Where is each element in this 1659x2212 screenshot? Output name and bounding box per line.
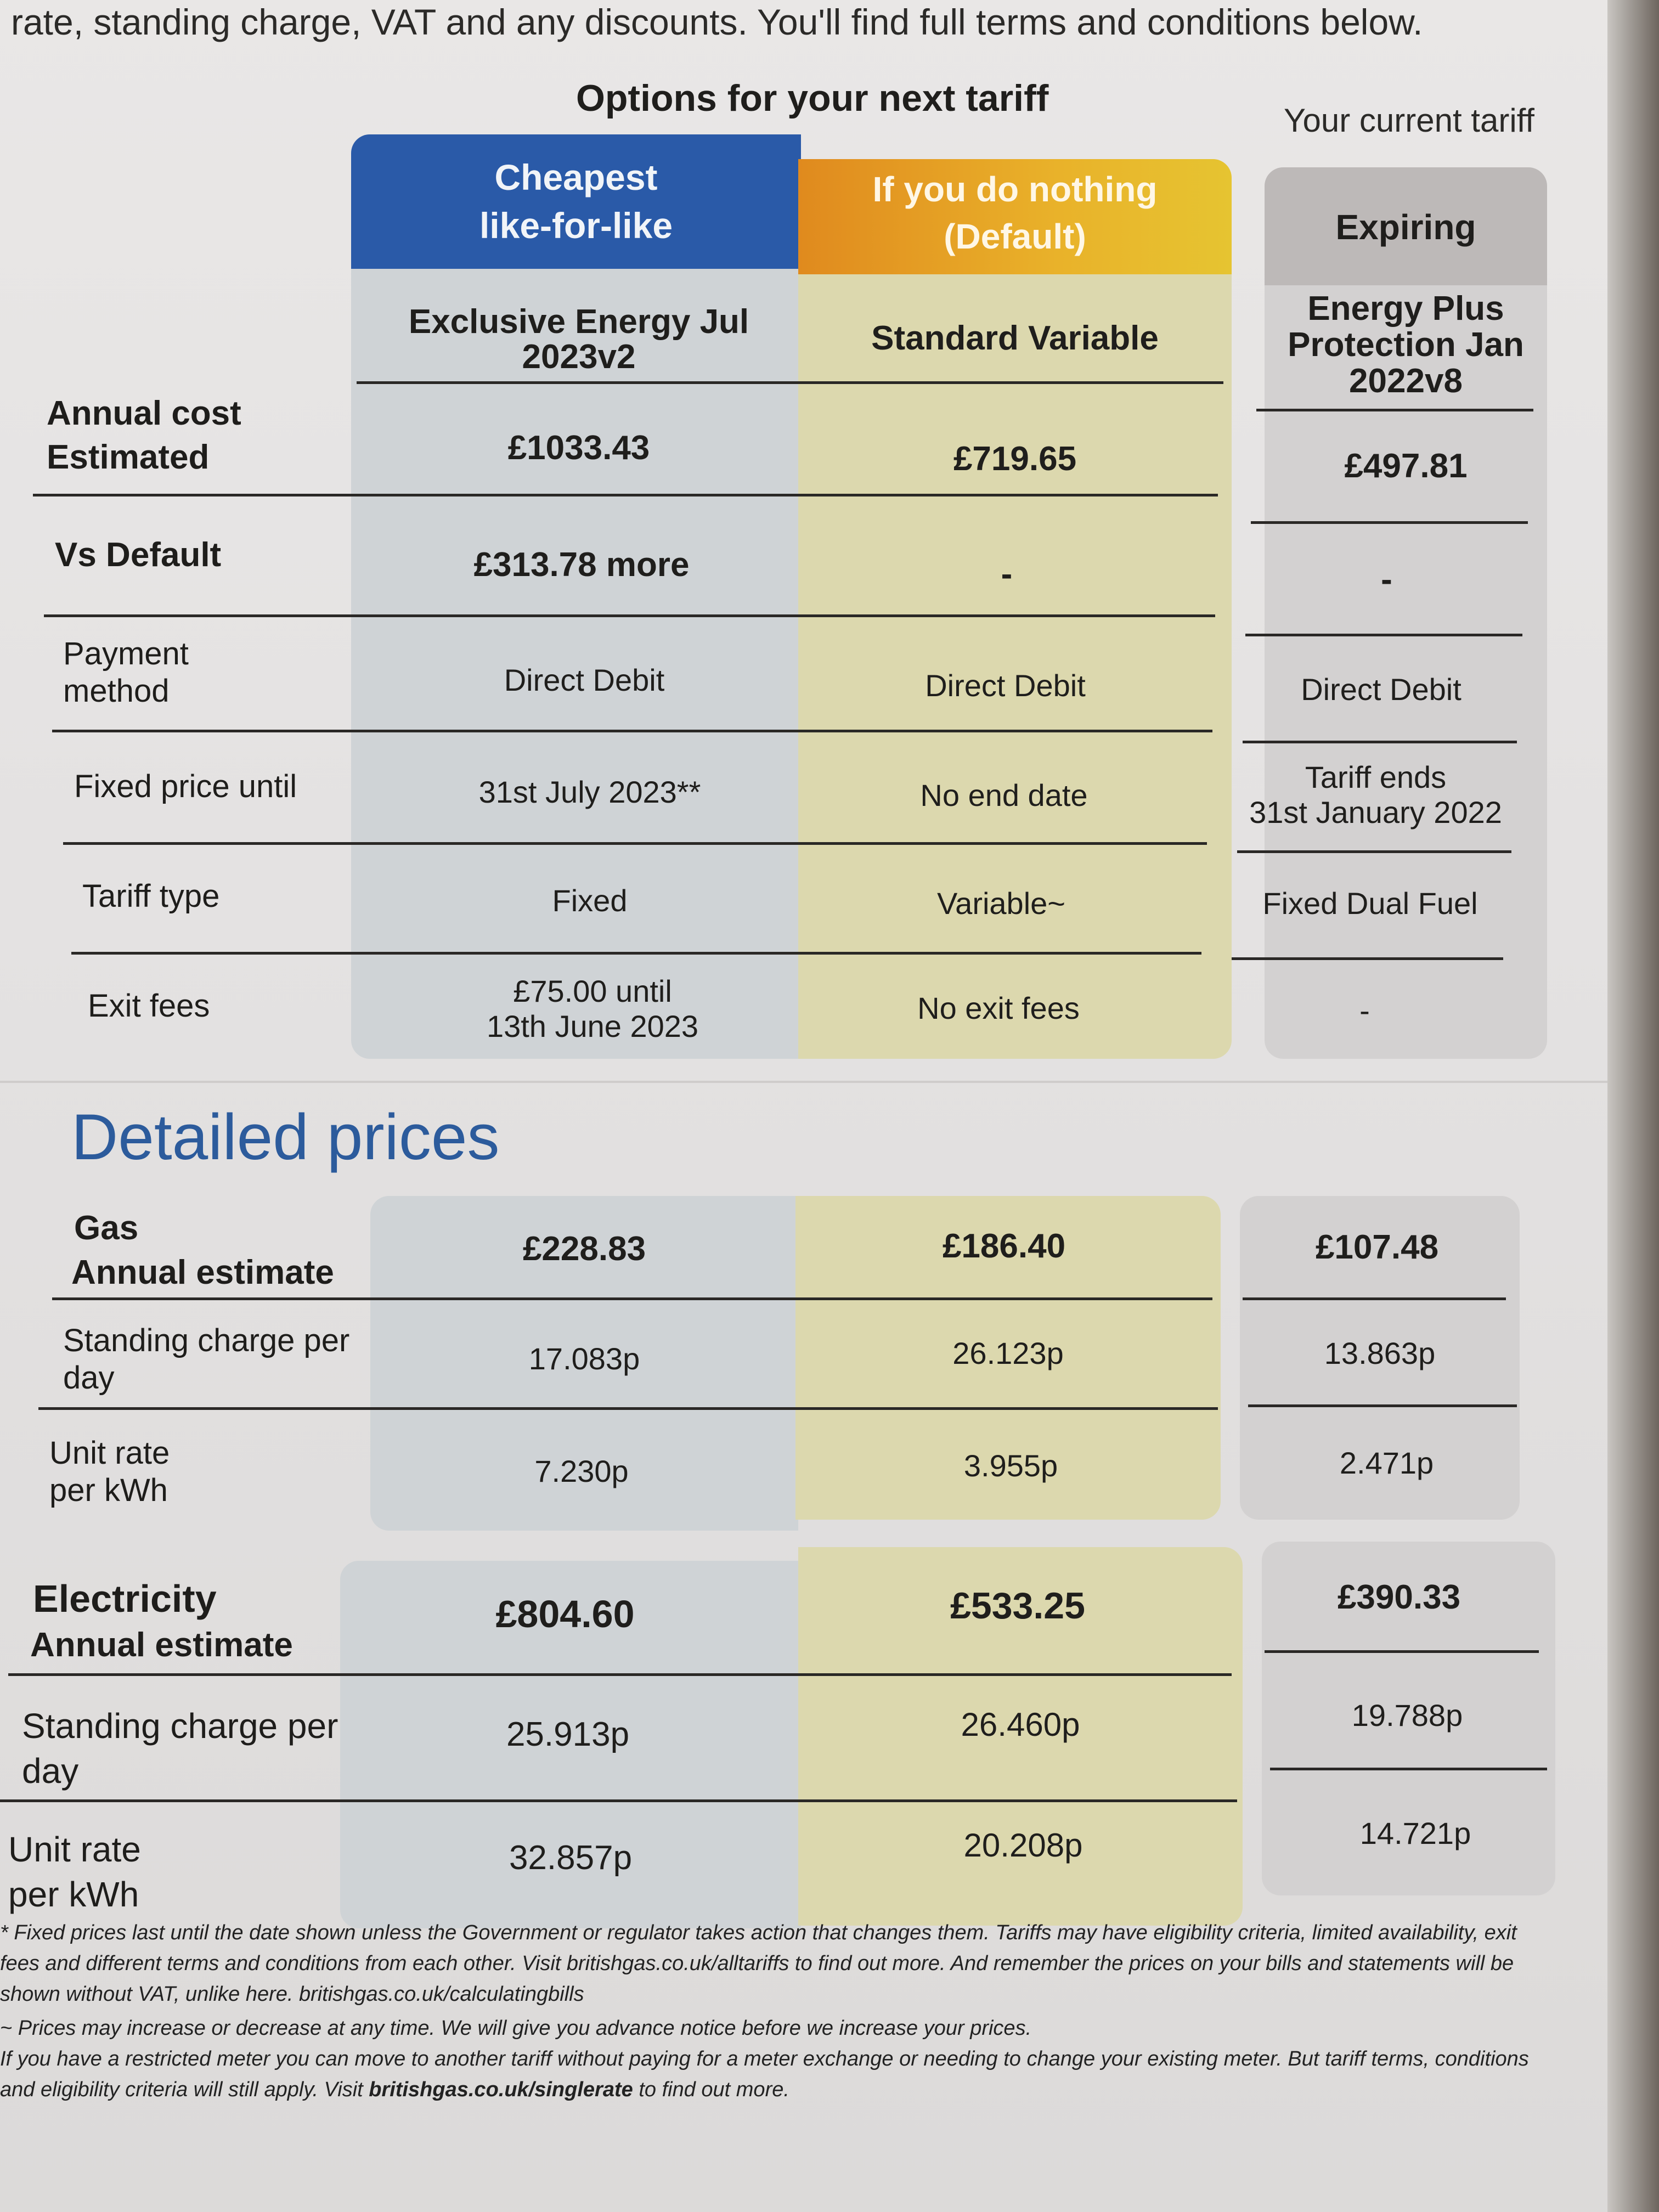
cheapest-header-line1: Cheapest (494, 157, 658, 198)
gas-standing-label-line1: Standing charge per (63, 1323, 350, 1358)
background-edge (1607, 0, 1659, 2212)
default-header (798, 159, 1232, 274)
paper-fold (0, 1081, 1607, 1083)
fixed-price-until-label: Fixed price until (74, 769, 297, 804)
gas-unit-label (49, 1435, 170, 1509)
cheapest-tariff-name: Exclusive Energy Jul 2023v2 (408, 303, 749, 376)
fixed-price-until-current-line2: 31st January 2022 (1249, 795, 1502, 830)
gas-standing-label (63, 1322, 349, 1397)
fixed-price-until-current-line1: Tariff ends (1305, 760, 1447, 794)
gas-unit-current: 2.471p (1339, 1446, 1434, 1480)
current-tariff-name-line2: Protection Jan (1288, 326, 1524, 364)
row-divider (357, 381, 1223, 384)
exit-fees-cheapest-line2: 13th June 2023 (486, 1009, 699, 1043)
electricity-annual-cheapest: £804.60 (495, 1593, 635, 1635)
cheapest-header (351, 134, 801, 269)
gas-unit-default: 3.955p (963, 1448, 1058, 1483)
row-divider (1232, 957, 1503, 960)
electricity-annual-default: £533.25 (950, 1585, 1085, 1627)
row-divider (1243, 1297, 1506, 1300)
current-tariff-title: Your current tariff (1284, 102, 1534, 139)
gas-subtitle: Annual estimate (71, 1254, 334, 1291)
gas-unit-label-line2: per kWh (49, 1472, 168, 1508)
row-divider (38, 1407, 1218, 1410)
exit-fees-label: Exit fees (88, 988, 210, 1024)
row-divider (0, 1799, 1237, 1802)
gas-standing-label-line2: day (63, 1360, 115, 1396)
footnote-line: * Fixed prices last until the date shown unless the Government or regulator takes action that changes them. Tariffs may have eligibility criteria, limited availability, exit (0, 1921, 1517, 1944)
footnote-line: fees and different terms and conditions from each other. Visit britishgas.co.uk/alltariffs to find out more. And remember the prices on your bills and statements will be (0, 1952, 1514, 1975)
electricity-unit-label-line2: per kWh (8, 1875, 139, 1914)
exit-fees-default: No exit fees (917, 991, 1080, 1025)
fixed-price-until-current (1237, 760, 1514, 830)
exit-fees-current: - (1359, 993, 1370, 1028)
row-divider (1270, 1768, 1547, 1770)
row-divider (63, 842, 1207, 845)
annual-cost-cheapest: £1033.43 (507, 429, 650, 467)
gas-annual-current: £107.48 (1315, 1228, 1439, 1266)
electricity-standing-label (22, 1703, 338, 1793)
vs-default-label: Vs Default (55, 536, 222, 574)
footnote-line (0, 2074, 1580, 2105)
payment-method-label (63, 635, 189, 710)
payment-method-label-line2: method (63, 673, 170, 709)
default-tariff-name: Standard Variable (871, 319, 1159, 357)
row-divider (71, 952, 1201, 955)
electricity-standing-cheapest: 25.913p (506, 1716, 630, 1753)
electricity-standing-default: 26.460p (961, 1706, 1080, 1743)
footnote-line: If you have a restricted meter you can move to another tariff without paying for a meter exchange or needing to change your existing meter. But tariff terms, conditions (0, 2047, 1529, 2070)
annual-cost-label-line2: Estimated (47, 438, 210, 476)
row-divider (1245, 634, 1522, 636)
electricity-standing-current: 19.788p (1351, 1698, 1463, 1733)
detailed-prices-title: Detailed prices (71, 1101, 500, 1173)
annual-cost-current: £497.81 (1344, 447, 1468, 485)
gas-title: Gas (74, 1209, 139, 1247)
row-divider (1243, 741, 1517, 743)
electricity-annual-current: £390.33 (1337, 1578, 1461, 1616)
payment-method-label-line1: Payment (63, 636, 189, 672)
current-tariff-name-line3: 2022v8 (1349, 362, 1463, 400)
gas-standing-cheapest: 17.083p (528, 1341, 640, 1376)
annual-cost-default: £719.65 (953, 440, 1077, 478)
gas-unit-cheapest: 7.230p (534, 1454, 629, 1488)
payment-method-current: Direct Debit (1301, 672, 1462, 707)
footnote-line: ~ Prices may increase or decrease at any time. We will give you advance notice before we increase your prices. (0, 2017, 1032, 2040)
footnote-text: and eligibility criteria will still apply. Visit (0, 2078, 369, 2101)
exit-fees-cheapest-line1: £75.00 until (513, 974, 672, 1008)
expiring-header-label: Expiring (1335, 207, 1476, 247)
electricity-unit-label (8, 1827, 141, 1917)
default-header-line2: (Default) (944, 217, 1086, 256)
fixed-price-until-default: No end date (920, 778, 1088, 812)
electricity-title: Electricity (33, 1577, 217, 1620)
row-divider (52, 730, 1212, 732)
tariff-type-label: Tariff type (82, 878, 220, 914)
electricity-subtitle: Annual estimate (30, 1626, 293, 1664)
intro-text: rate, standing charge, VAT and any discounts. You'll find full terms and conditions below. (11, 2, 1423, 42)
electricity-standing-label-line2: day (22, 1751, 79, 1791)
row-divider (33, 494, 1218, 496)
gas-annual-default: £186.40 (942, 1227, 1066, 1265)
singlerate-link[interactable]: britishgas.co.uk/singlerate (369, 2078, 633, 2101)
tariff-type-default: Variable~ (936, 886, 1065, 921)
row-divider (1256, 409, 1533, 411)
annual-cost-label (47, 395, 241, 476)
electricity-unit-default: 20.208p (963, 1827, 1083, 1864)
annual-cost-label-line1: Annual cost (47, 394, 241, 432)
row-divider (1251, 521, 1528, 524)
electricity-unit-label-line1: Unit rate (8, 1830, 141, 1869)
gas-annual-cheapest: £228.83 (522, 1230, 646, 1268)
electricity-unit-cheapest: 32.857p (509, 1839, 633, 1877)
tariff-type-cheapest: Fixed (552, 883, 628, 918)
footnotes (0, 1917, 1580, 2105)
payment-method-default: Direct Debit (925, 668, 1086, 703)
vs-default-default: - (1001, 555, 1013, 593)
gas-standing-default: 26.123p (952, 1336, 1064, 1370)
footnote-text: to find out more. (633, 2078, 789, 2101)
footnote-line: shown without VAT, unlike here. britishgas.co.uk/calculatingbills (0, 1983, 584, 2006)
payment-method-cheapest: Direct Debit (504, 663, 665, 697)
gas-standing-current: 13.863p (1324, 1336, 1436, 1370)
row-divider (52, 1297, 1212, 1300)
row-divider (8, 1673, 1232, 1676)
row-divider (1248, 1404, 1517, 1407)
electricity-unit-current: 14.721p (1359, 1816, 1471, 1850)
row-divider (44, 614, 1215, 617)
default-column (798, 258, 1232, 1059)
options-title: Options for your next tariff (576, 77, 1049, 119)
exit-fees-cheapest (373, 974, 812, 1044)
electricity-standing-label-line1: Standing charge per (22, 1706, 338, 1746)
cheapest-header-line2: like-for-like (479, 205, 673, 246)
current-tariff-name (1265, 291, 1547, 399)
gas-unit-label-line1: Unit rate (49, 1435, 170, 1471)
fixed-price-until-cheapest: 31st July 2023** (478, 775, 701, 809)
row-divider (1237, 850, 1511, 853)
vs-default-current: - (1381, 561, 1392, 599)
row-divider (1265, 1650, 1539, 1653)
default-header-line1: If you do nothing (872, 170, 1158, 209)
vs-default-cheapest: £313.78 more (473, 546, 690, 584)
current-tariff-name-line1: Energy Plus (1307, 290, 1504, 328)
expiring-header (1265, 167, 1547, 285)
tariff-type-current: Fixed Dual Fuel (1262, 886, 1478, 921)
